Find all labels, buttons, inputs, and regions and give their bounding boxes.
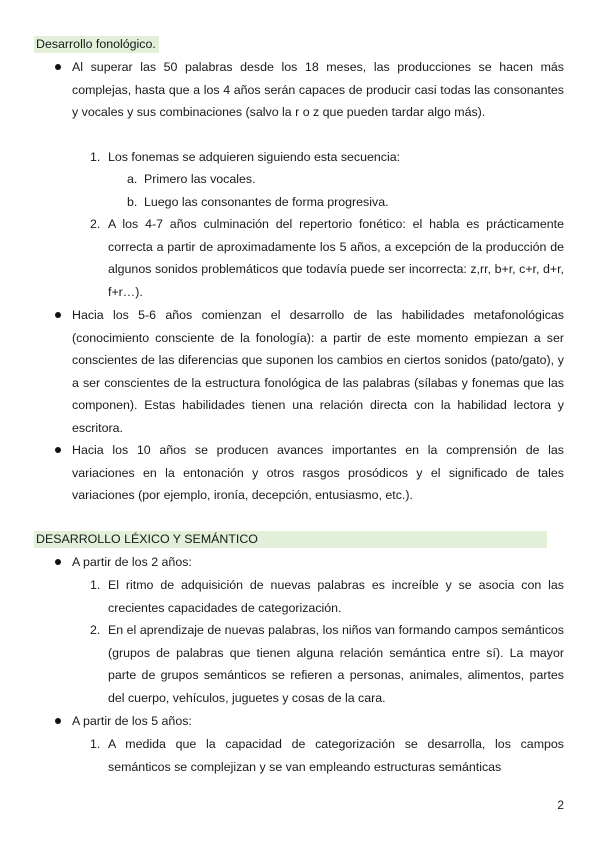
list-letter: a. (127, 172, 138, 186)
bullet-dot (55, 447, 61, 453)
bullet-dot (55, 64, 61, 70)
list-number: 2. (90, 217, 101, 231)
list-item-text: Los fonemas se adquieren siguiendo esta secuencia: (108, 150, 401, 164)
list-item-text: Primero las vocales. (144, 172, 256, 186)
bullet-text: A partir de los 2 años: (72, 555, 192, 569)
list-item-text: A los 4-7 años culminación del repertorio fonético: el habla es prácticamente correcta a partir de aproximadamente los 5 años, a excepción de la producción de algunos sonidos problemáticos que todavía puede ser incorrecta: z,rr, b+r, c+r, d+r, f+r…). (108, 217, 564, 299)
bullet-dot (55, 718, 61, 724)
page-number: 2 (557, 798, 564, 812)
bullet-text: Hacia los 10 años se producen avances importantes en la comprensión de las variaciones en la entonación y otros rasgos prosódicos y el significado de tales variaciones (por ejemplo, ironía, decepción, entusiasmo, etc.). (72, 443, 564, 503)
list-item-text: En el aprendizaje de nuevas palabras, los niños van formando campos semánticos (grupos de palabras que tienen alguna relación semántica entre sí). La mayor parte de grupos semánticos se refieren a personas, animales, alimentos, partes del cuerpo, vehículos, juguetes y cosas de la cara. (108, 623, 564, 705)
bullet-text: A partir de los 5 años: (72, 714, 192, 728)
list-number: 1. (90, 150, 101, 164)
list-item-text: A medida que la capacidad de categorización se desarrolla, los campos semánticos se complejizan y se van empleando estructuras semánticas (108, 737, 564, 774)
bullet-text: Hacia los 5-6 años comienzan el desarrollo de las habilidades metafonológicas (conocimiento consciente de la fonología): a partir de este momento empiezan a ser conscientes de las diferencias que suponen los cambios en ciertos sonidos (pato/gato), y a ser conscientes de la estructura fonológica de las palabras (sílabas y fonemas que las componen). Estas habilidades tienen una relación directa con la habilidad lectora y escritora. (72, 308, 564, 435)
list-number: 2. (90, 623, 101, 637)
section-heading-lexical-semantic: DESARROLLO LÉXICO Y SEMÁNTICO (34, 531, 547, 548)
list-item-text: El ritmo de adquisición de nuevas palabras es increíble y se asocia con las crecientes capacidades de categorización. (108, 578, 564, 615)
list-number: 1. (90, 578, 101, 592)
list-letter: b. (127, 195, 138, 209)
bullet-dot (55, 559, 61, 565)
section-heading-phonological: Desarrollo fonológico. (34, 36, 159, 53)
bullet-dot (55, 312, 61, 318)
list-number: 1. (90, 737, 101, 751)
bullet-text: Al superar las 50 palabras desde los 18 meses, las producciones se hacen más complejas, hasta que a los 4 años serán capaces de producir casi todas las consonantes y vocales y sus combinaciones (salvo la r o z que pueden tardar algo más). (72, 60, 564, 120)
list-item-text: Luego las consonantes de forma progresiva. (144, 195, 389, 209)
